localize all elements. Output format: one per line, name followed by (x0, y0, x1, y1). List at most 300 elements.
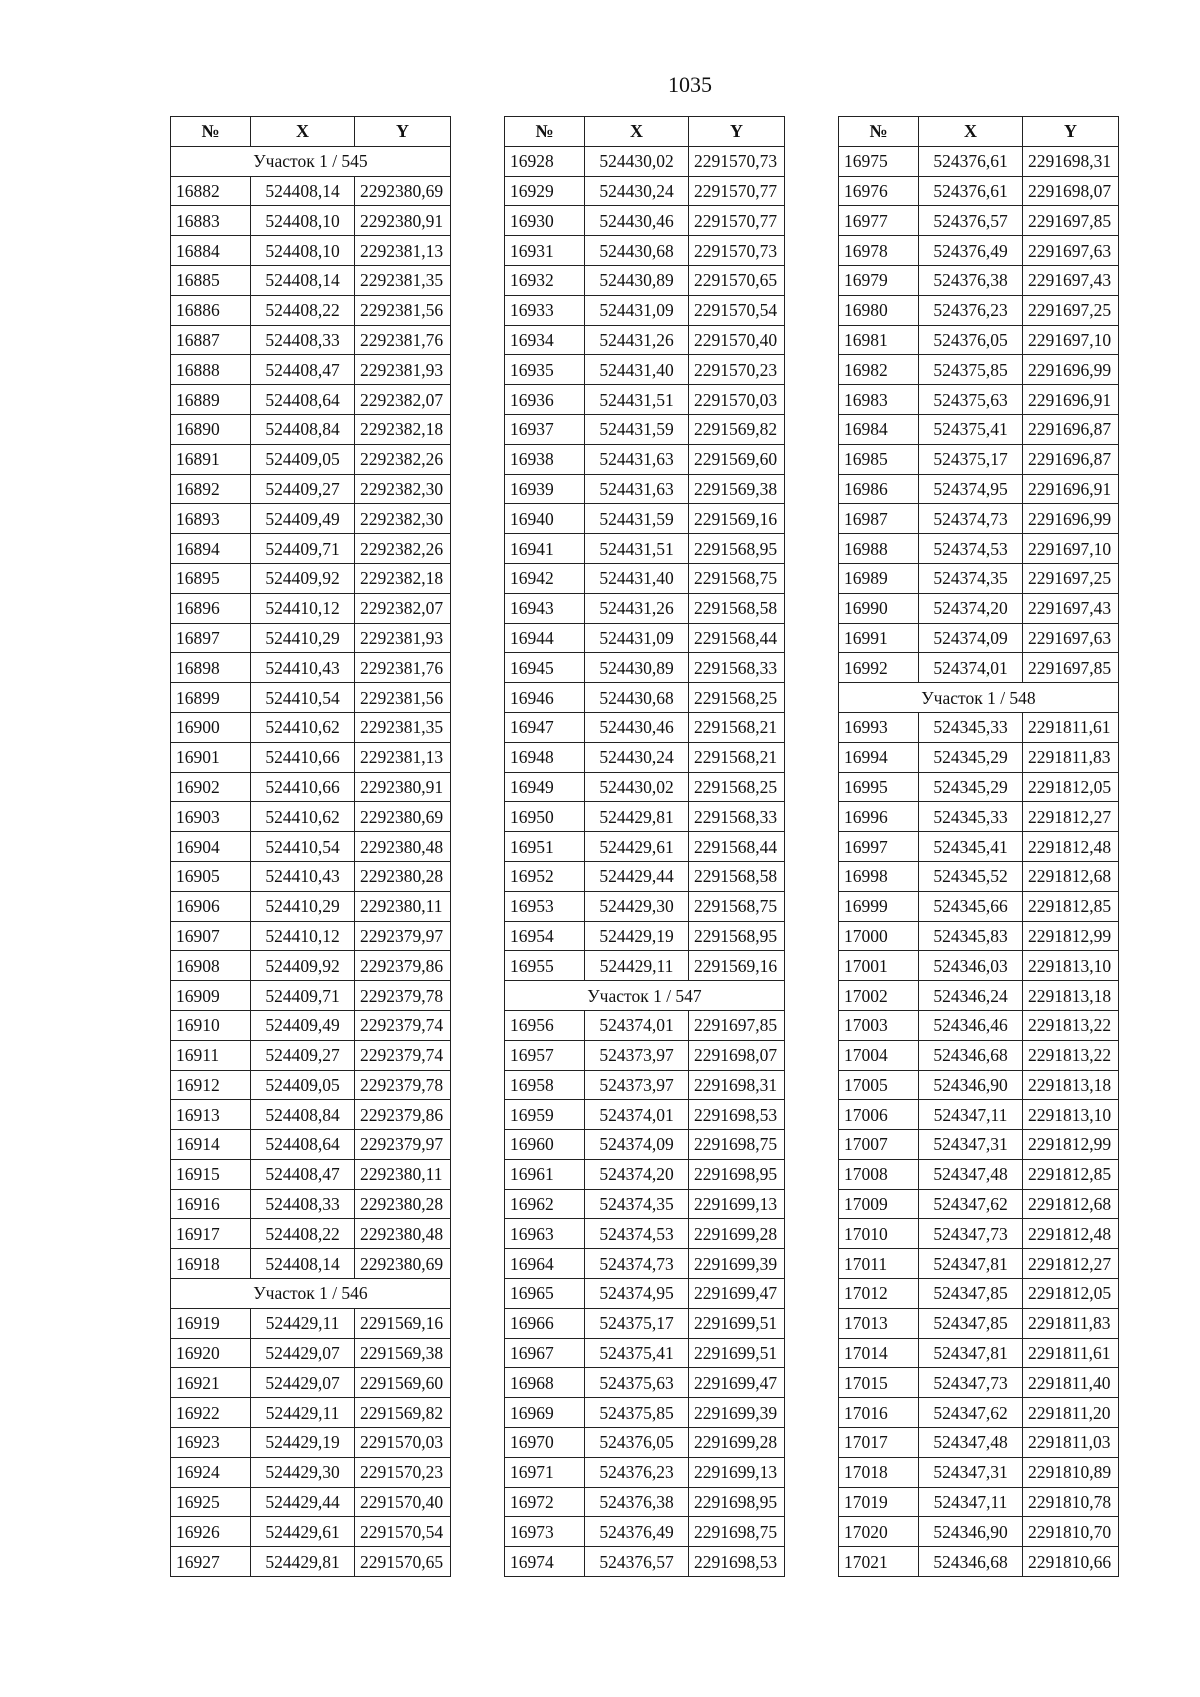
coord-y: 2292382,07 (355, 385, 451, 415)
point-number: 17013 (839, 1308, 919, 1338)
coord-y: 2291569,38 (355, 1338, 451, 1368)
coord-y: 2291812,48 (1023, 832, 1119, 862)
point-number: 16957 (505, 1040, 585, 1070)
point-number: 16916 (171, 1189, 251, 1219)
coord-y: 2291568,44 (689, 623, 785, 653)
header-x: X (251, 117, 355, 147)
point-number: 16908 (171, 951, 251, 981)
coord-x: 524347,62 (919, 1398, 1023, 1428)
coord-y: 2291811,61 (1023, 712, 1119, 742)
coord-x: 524347,73 (919, 1219, 1023, 1249)
coord-x: 524374,73 (919, 504, 1023, 534)
coord-y: 2291568,25 (689, 683, 785, 713)
table-row (171, 861, 451, 891)
coord-x: 524374,01 (919, 653, 1023, 683)
table-row (171, 1040, 451, 1070)
coord-x: 524376,49 (919, 236, 1023, 266)
point-number: 16909 (171, 981, 251, 1011)
coord-y: 2291697,25 (1023, 295, 1119, 325)
coord-x: 524374,73 (585, 1249, 689, 1279)
coord-x: 524347,31 (919, 1130, 1023, 1160)
coord-y: 2292379,97 (355, 921, 451, 951)
coordinates-table (170, 116, 451, 1577)
section-title: Участок 1 / 545 (171, 146, 451, 176)
point-number: 16979 (839, 265, 919, 295)
point-number: 17001 (839, 951, 919, 981)
coord-y: 2292380,69 (355, 176, 451, 206)
table-row (505, 236, 785, 266)
table-row (171, 1398, 451, 1428)
coord-y: 2291698,07 (689, 1040, 785, 1070)
table-row (171, 742, 451, 772)
coord-x: 524347,11 (919, 1100, 1023, 1130)
point-number: 16915 (171, 1159, 251, 1189)
coord-y: 2291699,13 (689, 1457, 785, 1487)
coord-x: 524409,27 (251, 474, 355, 504)
coord-y: 2291696,87 (1023, 414, 1119, 444)
table-row (839, 1159, 1119, 1189)
point-number: 16987 (839, 504, 919, 534)
table-row (505, 1130, 785, 1160)
coord-x: 524408,47 (251, 355, 355, 385)
coord-x: 524431,09 (585, 295, 689, 325)
coord-y: 2291697,10 (1023, 325, 1119, 355)
coord-y: 2291810,66 (1023, 1547, 1119, 1577)
point-number: 16894 (171, 534, 251, 564)
point-number: 16968 (505, 1368, 585, 1398)
coord-x: 524347,11 (919, 1487, 1023, 1517)
coord-x: 524408,64 (251, 385, 355, 415)
coord-y: 2291698,75 (689, 1130, 785, 1160)
point-number: 16964 (505, 1249, 585, 1279)
coord-y: 2291812,99 (1023, 921, 1119, 951)
coord-y: 2291570,73 (689, 146, 785, 176)
table-row (839, 534, 1119, 564)
point-number: 16991 (839, 623, 919, 653)
table-row (839, 1428, 1119, 1458)
table-row (839, 1040, 1119, 1070)
point-number: 17014 (839, 1338, 919, 1368)
coord-y: 2291570,73 (689, 236, 785, 266)
point-number: 16955 (505, 951, 585, 981)
coord-x: 524410,66 (251, 772, 355, 802)
coord-x: 524431,40 (585, 355, 689, 385)
table-row (505, 444, 785, 474)
table-row (505, 742, 785, 772)
coord-x: 524374,09 (585, 1130, 689, 1160)
table-row (839, 623, 1119, 653)
coord-y: 2291570,23 (689, 355, 785, 385)
point-number: 16892 (171, 474, 251, 504)
table-row (505, 861, 785, 891)
table-row (505, 653, 785, 683)
coord-y: 2291696,99 (1023, 355, 1119, 385)
coord-y: 2291697,43 (1023, 593, 1119, 623)
coord-y: 2291813,22 (1023, 1010, 1119, 1040)
table-row (505, 534, 785, 564)
coord-y: 2291813,18 (1023, 981, 1119, 1011)
coord-x: 524408,47 (251, 1159, 355, 1189)
coord-x: 524410,66 (251, 742, 355, 772)
table-row (505, 1040, 785, 1070)
header-row (505, 117, 785, 147)
coord-x: 524429,44 (585, 861, 689, 891)
table-row (171, 385, 451, 415)
coord-x: 524347,81 (919, 1249, 1023, 1279)
coord-y: 2291570,77 (689, 206, 785, 236)
point-number: 16926 (171, 1517, 251, 1547)
coord-y: 2291810,89 (1023, 1457, 1119, 1487)
coord-y: 2291812,99 (1023, 1130, 1119, 1160)
point-number: 17018 (839, 1457, 919, 1487)
header-row (839, 117, 1119, 147)
coord-x: 524431,63 (585, 444, 689, 474)
header-num: № (839, 117, 919, 147)
table-row (839, 1398, 1119, 1428)
header-y: Y (1023, 117, 1119, 147)
point-number: 16889 (171, 385, 251, 415)
coord-y: 2291697,10 (1023, 534, 1119, 564)
coord-x: 524375,17 (585, 1308, 689, 1338)
section-title: Участок 1 / 547 (505, 981, 785, 1011)
coord-x: 524429,11 (251, 1308, 355, 1338)
coord-x: 524430,02 (585, 146, 689, 176)
table-row (171, 563, 451, 593)
coord-x: 524430,68 (585, 236, 689, 266)
coord-y: 2291699,51 (689, 1308, 785, 1338)
point-number: 16996 (839, 802, 919, 832)
coordinates-table (504, 116, 785, 1577)
coord-y: 2292382,30 (355, 474, 451, 504)
point-number: 17020 (839, 1517, 919, 1547)
point-number: 16988 (839, 534, 919, 564)
point-number: 16952 (505, 861, 585, 891)
coord-x: 524376,61 (919, 176, 1023, 206)
coord-y: 2291568,95 (689, 534, 785, 564)
coord-x: 524410,43 (251, 653, 355, 683)
coord-y: 2291698,53 (689, 1547, 785, 1577)
coord-y: 2291570,03 (355, 1428, 451, 1458)
point-number: 17005 (839, 1070, 919, 1100)
table-row (839, 414, 1119, 444)
table-row (839, 712, 1119, 742)
table-row (839, 385, 1119, 415)
coord-x: 524375,85 (585, 1398, 689, 1428)
point-number: 16887 (171, 325, 251, 355)
table-row (505, 802, 785, 832)
point-number: 16919 (171, 1308, 251, 1338)
coord-x: 524346,90 (919, 1517, 1023, 1547)
table-row (505, 772, 785, 802)
point-number: 16903 (171, 802, 251, 832)
coord-y: 2291697,63 (1023, 623, 1119, 653)
table-row (171, 683, 451, 713)
table-row (505, 1070, 785, 1100)
point-number: 16992 (839, 653, 919, 683)
coord-y: 2292380,91 (355, 772, 451, 802)
coord-x: 524409,71 (251, 981, 355, 1011)
table-row (839, 295, 1119, 325)
coord-x: 524346,90 (919, 1070, 1023, 1100)
coord-y: 2292381,76 (355, 653, 451, 683)
table-row (505, 1189, 785, 1219)
coord-x: 524429,61 (251, 1517, 355, 1547)
point-number: 16981 (839, 325, 919, 355)
coord-x: 524408,84 (251, 1100, 355, 1130)
coord-y: 2291812,68 (1023, 1189, 1119, 1219)
coord-y: 2291698,95 (689, 1159, 785, 1189)
point-number: 16970 (505, 1428, 585, 1458)
coord-x: 524409,49 (251, 1010, 355, 1040)
point-number: 17016 (839, 1398, 919, 1428)
coord-y: 2291696,91 (1023, 474, 1119, 504)
point-number: 17012 (839, 1279, 919, 1309)
coord-x: 524430,89 (585, 653, 689, 683)
table-row (505, 146, 785, 176)
table-row (171, 474, 451, 504)
table-row (505, 176, 785, 206)
coord-y: 2292381,76 (355, 325, 451, 355)
table-row (171, 236, 451, 266)
coord-y: 2291569,16 (355, 1308, 451, 1338)
section-row (171, 1279, 451, 1309)
coord-x: 524409,71 (251, 534, 355, 564)
coord-x: 524347,62 (919, 1189, 1023, 1219)
point-number: 16963 (505, 1219, 585, 1249)
coord-x: 524430,68 (585, 683, 689, 713)
table-row (505, 1398, 785, 1428)
point-number: 16966 (505, 1308, 585, 1338)
table-row (171, 1159, 451, 1189)
point-number: 16967 (505, 1338, 585, 1368)
table-row (171, 1249, 451, 1279)
coord-y: 2292382,26 (355, 534, 451, 564)
table-row (839, 325, 1119, 355)
coord-x: 524345,33 (919, 802, 1023, 832)
point-number: 16982 (839, 355, 919, 385)
coord-x: 524345,33 (919, 712, 1023, 742)
table-row (171, 951, 451, 981)
point-number: 16971 (505, 1457, 585, 1487)
coord-y: 2291569,38 (689, 474, 785, 504)
point-number: 16885 (171, 265, 251, 295)
point-number: 17006 (839, 1100, 919, 1130)
table-row (839, 1308, 1119, 1338)
table-row (171, 1219, 451, 1249)
point-number: 16956 (505, 1010, 585, 1040)
coord-y: 2291812,05 (1023, 772, 1119, 802)
coord-y: 2291813,10 (1023, 1100, 1119, 1130)
coord-x: 524409,05 (251, 1070, 355, 1100)
coord-x: 524429,07 (251, 1338, 355, 1368)
point-number: 17019 (839, 1487, 919, 1517)
coord-x: 524376,05 (919, 325, 1023, 355)
point-number: 16977 (839, 206, 919, 236)
point-number: 16937 (505, 414, 585, 444)
coord-x: 524431,59 (585, 504, 689, 534)
table-row (171, 325, 451, 355)
point-number: 16902 (171, 772, 251, 802)
point-number: 16918 (171, 1249, 251, 1279)
table-row (839, 355, 1119, 385)
point-number: 16907 (171, 921, 251, 951)
table-row (171, 802, 451, 832)
coord-x: 524410,29 (251, 891, 355, 921)
coord-x: 524346,24 (919, 981, 1023, 1011)
point-number: 16946 (505, 683, 585, 713)
point-number: 16962 (505, 1189, 585, 1219)
coord-y: 2291569,16 (689, 504, 785, 534)
table-row (505, 355, 785, 385)
coord-y: 2292382,07 (355, 593, 451, 623)
coord-y: 2291699,13 (689, 1189, 785, 1219)
table-row (171, 1428, 451, 1458)
table-row (839, 176, 1119, 206)
coord-x: 524376,57 (585, 1547, 689, 1577)
point-number: 16943 (505, 593, 585, 623)
table-row (505, 1249, 785, 1279)
point-number: 16901 (171, 742, 251, 772)
coord-x: 524375,85 (919, 355, 1023, 385)
header-x: X (585, 117, 689, 147)
coord-x: 524346,68 (919, 1040, 1023, 1070)
point-number: 16922 (171, 1398, 251, 1428)
table-row (505, 1547, 785, 1577)
coord-x: 524345,29 (919, 772, 1023, 802)
coord-x: 524374,01 (585, 1100, 689, 1130)
table-row (839, 474, 1119, 504)
coord-x: 524347,48 (919, 1159, 1023, 1189)
point-number: 16934 (505, 325, 585, 355)
coord-y: 2291569,60 (689, 444, 785, 474)
coord-y: 2291697,85 (689, 1010, 785, 1040)
coord-y: 2291570,40 (355, 1487, 451, 1517)
table-row (839, 563, 1119, 593)
coord-y: 2292381,93 (355, 355, 451, 385)
point-number: 16906 (171, 891, 251, 921)
coord-y: 2291811,40 (1023, 1368, 1119, 1398)
table-row (505, 712, 785, 742)
coord-x: 524408,14 (251, 176, 355, 206)
coord-y: 2291568,75 (689, 891, 785, 921)
coord-x: 524376,57 (919, 206, 1023, 236)
table-row (171, 623, 451, 653)
coord-y: 2291568,33 (689, 802, 785, 832)
coord-x: 524374,35 (585, 1189, 689, 1219)
point-number: 16936 (505, 385, 585, 415)
coord-x: 524347,85 (919, 1279, 1023, 1309)
point-number: 16920 (171, 1338, 251, 1368)
coord-x: 524376,38 (919, 265, 1023, 295)
coord-y: 2292382,18 (355, 414, 451, 444)
coord-y: 2291698,53 (689, 1100, 785, 1130)
point-number: 16930 (505, 206, 585, 236)
coord-x: 524410,43 (251, 861, 355, 891)
coord-x: 524374,53 (585, 1219, 689, 1249)
table-row (171, 593, 451, 623)
header-x: X (919, 117, 1023, 147)
point-number: 16951 (505, 832, 585, 862)
coord-y: 2292379,97 (355, 1130, 451, 1160)
coord-y: 2291568,21 (689, 712, 785, 742)
coord-y: 2291697,43 (1023, 265, 1119, 295)
coord-y: 2291812,85 (1023, 891, 1119, 921)
table-row (505, 951, 785, 981)
table-row (171, 1189, 451, 1219)
coord-y: 2292382,30 (355, 504, 451, 534)
coord-x: 524374,95 (585, 1279, 689, 1309)
coord-y: 2291812,05 (1023, 1279, 1119, 1309)
table-row (505, 832, 785, 862)
table-row (505, 1517, 785, 1547)
table-row (505, 623, 785, 653)
coord-y: 2291811,61 (1023, 1338, 1119, 1368)
coord-x: 524374,95 (919, 474, 1023, 504)
coord-x: 524376,61 (919, 146, 1023, 176)
coord-y: 2291699,28 (689, 1428, 785, 1458)
coord-x: 524430,02 (585, 772, 689, 802)
table-row (171, 206, 451, 236)
coord-x: 524376,05 (585, 1428, 689, 1458)
table-row (505, 504, 785, 534)
coord-y: 2292382,26 (355, 444, 451, 474)
point-number: 16886 (171, 295, 251, 325)
coord-y: 2292379,78 (355, 1070, 451, 1100)
header-y: Y (355, 117, 451, 147)
point-number: 16969 (505, 1398, 585, 1428)
table-row (505, 414, 785, 444)
coord-x: 524429,44 (251, 1487, 355, 1517)
point-number: 16900 (171, 712, 251, 742)
coord-x: 524375,41 (585, 1338, 689, 1368)
table-row (839, 1517, 1119, 1547)
point-number: 16944 (505, 623, 585, 653)
table-row (839, 1010, 1119, 1040)
coord-y: 2292381,56 (355, 683, 451, 713)
point-number: 16984 (839, 414, 919, 444)
point-number: 16888 (171, 355, 251, 385)
table-row (505, 563, 785, 593)
coord-x: 524409,05 (251, 444, 355, 474)
point-number: 16975 (839, 146, 919, 176)
coord-y: 2291698,07 (1023, 176, 1119, 206)
coord-y: 2292379,74 (355, 1040, 451, 1070)
table-row (505, 891, 785, 921)
point-number: 16912 (171, 1070, 251, 1100)
coord-y: 2291568,44 (689, 832, 785, 862)
coord-x: 524374,09 (919, 623, 1023, 653)
coord-x: 524429,30 (585, 891, 689, 921)
table-row (839, 504, 1119, 534)
table-row (505, 1219, 785, 1249)
coord-x: 524345,52 (919, 861, 1023, 891)
coord-y: 2292381,13 (355, 742, 451, 772)
table-row (839, 1219, 1119, 1249)
coord-y: 2291699,47 (689, 1368, 785, 1398)
coord-x: 524409,49 (251, 504, 355, 534)
coord-y: 2291812,85 (1023, 1159, 1119, 1189)
point-number: 16950 (505, 802, 585, 832)
point-number: 17008 (839, 1159, 919, 1189)
coord-y: 2292380,69 (355, 1249, 451, 1279)
section-row (171, 146, 451, 176)
coord-y: 2291568,58 (689, 593, 785, 623)
point-number: 16974 (505, 1547, 585, 1577)
point-number: 17004 (839, 1040, 919, 1070)
coord-x: 524408,84 (251, 414, 355, 444)
point-number: 16983 (839, 385, 919, 415)
coord-y: 2291812,27 (1023, 802, 1119, 832)
